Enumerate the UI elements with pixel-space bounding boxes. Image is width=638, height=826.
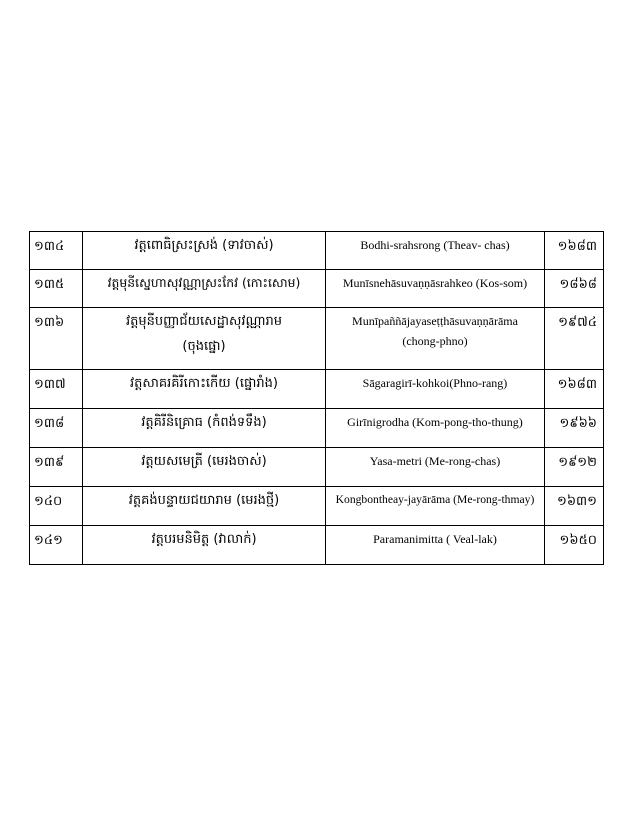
khmer-name: វត្តពោធិស្រះស្រង់ (ទាវចាស់): [83, 232, 326, 270]
row-number: ១៣៩: [30, 448, 83, 487]
khmer-name: វត្តសាគរគិរីកោះកើយ (ផ្នោរាំង): [83, 370, 326, 409]
khmer-name: វត្តមុនីបញ្ញាជ័យសេដ្ឋាសុវណ្ណារាម: [126, 314, 282, 329]
table-row: [30, 232, 604, 270]
latin-name: Sāgaragirī-kohkoi(Phno-rang): [326, 370, 545, 409]
latin-name: Munīpaññājayaseṭṭhāsuvaṇṇārāma: [352, 314, 518, 328]
table-row: [30, 370, 604, 409]
row-number: ១៣៤: [30, 232, 83, 270]
latin-name: Bodhi-srahsrong (Theav- chas): [326, 232, 545, 270]
row-number: ១៣៥: [30, 270, 83, 308]
latin-name: Paramanimitta ( Veal-lak): [326, 526, 545, 565]
year: ១៩៦៦: [545, 409, 604, 448]
row-number: ១៤១: [30, 526, 83, 565]
row-number: ១៣៧: [30, 370, 83, 409]
khmer-name: វត្តយសមេត្រី (មេរងចាស់): [83, 448, 326, 487]
pagoda-table: [29, 231, 604, 565]
table-row: [30, 308, 604, 370]
year: ១៩៧៤: [545, 308, 604, 370]
row-number: ១៣៦: [30, 308, 83, 370]
latin-name-cell: [326, 308, 545, 370]
year: ១៦៣១: [545, 487, 604, 526]
khmer-name: វត្តគិរីនិគ្រោធ (កំពង់ទទឹង): [83, 409, 326, 448]
row-number: ១៤០: [30, 487, 83, 526]
table-row: [30, 270, 604, 308]
year: ១៦៥០: [545, 526, 604, 565]
khmer-name: វត្តគង់បន្ទាយជយារាម (មេរងថ្មី): [83, 487, 326, 526]
khmer-name: វត្តបរមនិមិត្ត (វាលាក់): [83, 526, 326, 565]
latin-name-sub: (chong-phno): [402, 334, 468, 348]
year: ១៨៦៨: [545, 270, 604, 308]
row-number: ១៣៨: [30, 409, 83, 448]
table-row: [30, 409, 604, 448]
khmer-name: វត្តមុនីស្នេហាសុវណ្ណាស្រះកែវ (កោះសោម): [83, 270, 326, 308]
latin-name: Girīnigrodha (Kom-pong-tho-thung): [326, 409, 545, 448]
table-row: [30, 526, 604, 565]
khmer-name-cell: [83, 308, 326, 370]
table-row: [30, 448, 604, 487]
year: ១៩១២: [545, 448, 604, 487]
table-row: [30, 487, 604, 526]
latin-name: Kongbontheay-jayārāma (Me-rong-thmay): [326, 487, 545, 526]
year: ១៦៨៣: [545, 370, 604, 409]
year: ១៦៨៣: [545, 232, 604, 270]
latin-name: Munīsnehāsuvaṇṇāsrahkeo (Kos-som): [326, 270, 545, 308]
khmer-name-sub: (ចុងផ្នោ): [182, 339, 226, 354]
latin-name: Yasa-metri (Me-rong-chas): [326, 448, 545, 487]
